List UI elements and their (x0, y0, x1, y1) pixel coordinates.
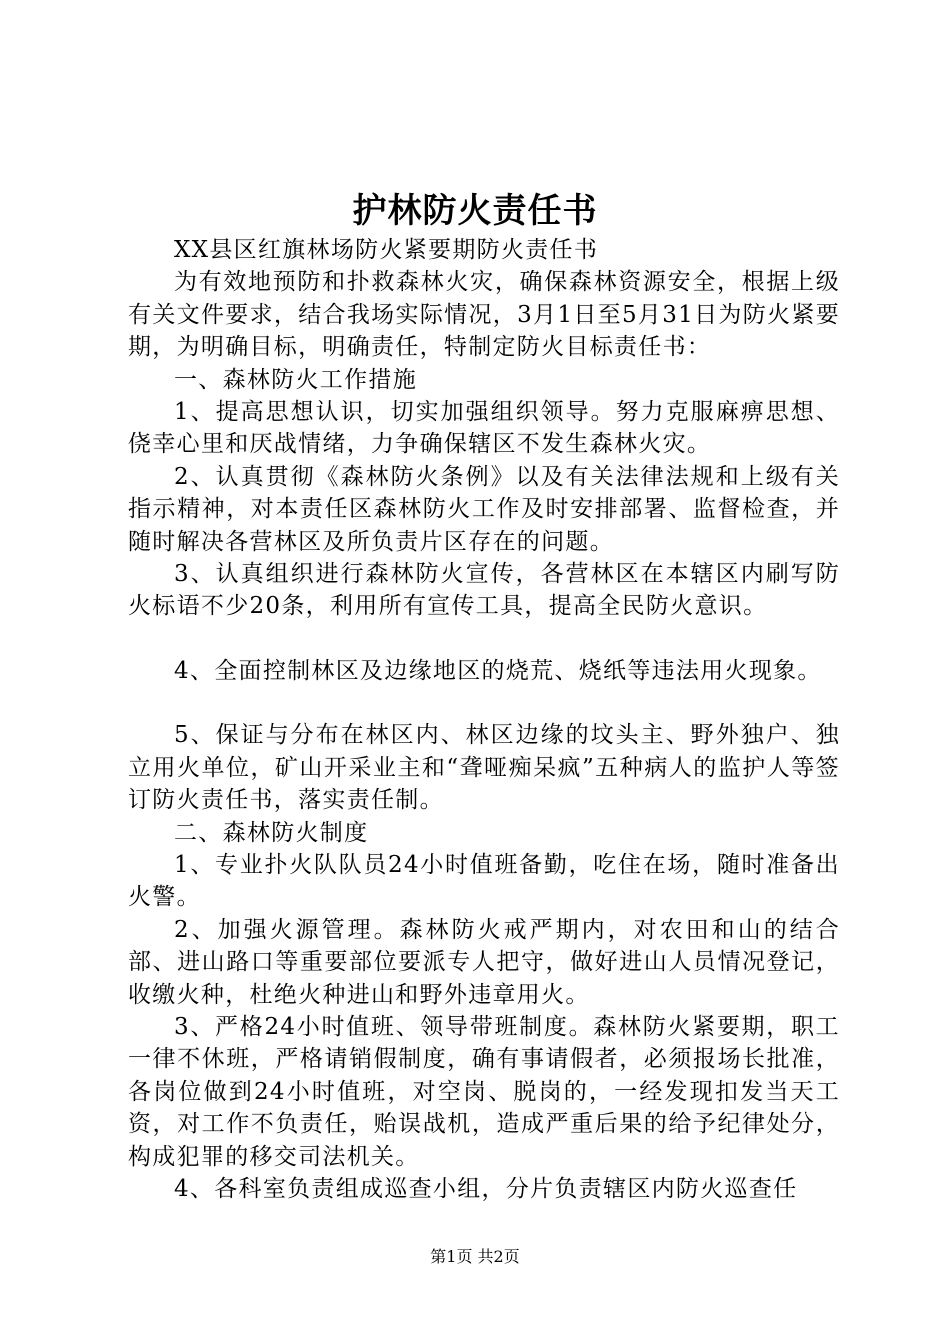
paragraph-rule-4: 4、各科室负责组成巡查小组，分片负责辖区内防火巡查任 (174, 1175, 798, 1202)
paragraph-measure-4: 4、全面控制林区及边缘地区的烧荒、烧纸等违法用火现象。 (174, 657, 822, 684)
document-body (128, 234, 840, 1205)
paragraph-rule-3: 3、严格24小时值班、领导带班制度。森林防火紧要期，职工一律不休班，严格请销假制度，确有事请假者，必须报场长批准，各岗位做到24小时值班，对空岗、脱岗的，一经发现扣发当天工资，对工作不负责任，贻误战机，造成严重后果的给予纪律处分，构成犯罪的移交司法机关。 (128, 1013, 840, 1170)
paragraph-rule-1: 1、专业扑火队队员24小时值班备勤，吃住在场，随时准备出火警。 (128, 851, 840, 911)
paragraph-subtitle: XX县区红旗林场防火紧要期防火责任书 (174, 237, 599, 263)
paragraph-measure-1: 1、提高思想认识，切实加强组织领导。努力克服麻痹思想、侥幸心里和厌战情绪，力争确保辖区不发生森林火灾。 (128, 399, 840, 458)
page-number: 第1页 共2页 (430, 1247, 520, 1266)
paragraph-measure-5: 5、保证与分布在林区内、林区边缘的坟头主、野外独户、独立用火单位，矿山开采业主和“聋哑痴呆疯”五种病人的监护人等签订防火责任书，落实责任制。 (128, 722, 840, 814)
document-title: 护林防火责任书 (352, 191, 598, 231)
paragraph-measure-2: 2、认真贯彻《森林防火条例》以及有关法律法规和上级有关指示精神，对本责任区森林防火工作及时安排部署、监督检查，并随时解决各营林区及所负责片区存在的问题。 (128, 463, 840, 555)
section-heading-rules: 二、森林防火制度 (174, 819, 369, 846)
paragraph-measure-3: 3、认真组织进行森林防火宣传，各营林区在本辖区内刷写防火标语不少20条，利用所有宣传工具，提高全民防火意识。 (128, 561, 840, 620)
section-heading-measures: 一、森林防火工作措施 (174, 366, 417, 393)
paragraph-intro: 为有效地预防和扑救森林火灾，确保森林资源安全，根据上级有关文件要求，结合我场实际情况，3月1日至5月31日为防火紧要期，为明确目标，明确责任，特制定防火目标责任书： (128, 269, 840, 361)
paragraph-rule-2: 2、加强火源管理。森林防火戒严期内，对农田和山的结合部、进山路口等重要部位要派专人把守，做好进山人员情况登记，收缴火种，杜绝火种进山和野外违章用火。 (128, 916, 840, 1008)
